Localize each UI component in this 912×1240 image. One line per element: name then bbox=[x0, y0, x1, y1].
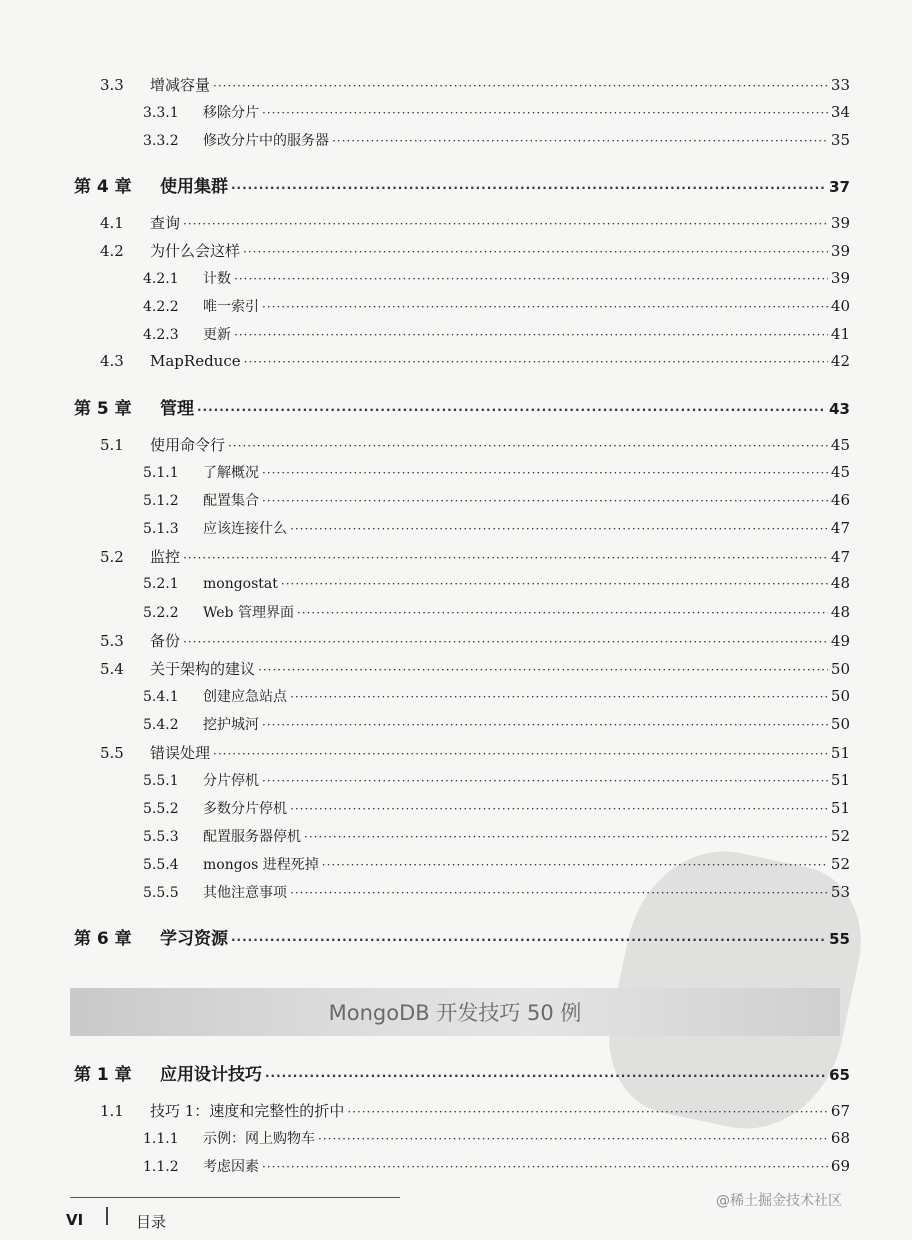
toc-entry-page: 37 bbox=[829, 178, 850, 196]
toc-leader-dots bbox=[183, 551, 828, 565]
toc-leader-dots bbox=[244, 355, 828, 369]
toc-entry-section bbox=[0, 240, 912, 264]
toc-entry-number: 5.2.2 bbox=[143, 605, 179, 621]
toc-entry-sub bbox=[0, 518, 912, 542]
toc-entry-sub bbox=[0, 102, 912, 126]
footer-page-number: VI bbox=[66, 1211, 84, 1229]
toc-entry-number: 第 4 章 bbox=[74, 177, 132, 197]
toc-entry-number: 4.2.3 bbox=[143, 327, 179, 343]
toc-entry-page: 50 bbox=[830, 715, 850, 733]
toc-entry-sub bbox=[0, 854, 912, 878]
toc-entry-page: 68 bbox=[830, 1129, 850, 1147]
toc-entry-title: 关于架构的建议 bbox=[150, 660, 256, 678]
toc-entry-page: 40 bbox=[830, 297, 850, 315]
toc-entry-page: 47 bbox=[830, 548, 850, 566]
toc-leader-dots bbox=[265, 1069, 826, 1083]
toc-entry-title: mongostat bbox=[203, 576, 278, 592]
toc-entry-number: 1.1.2 bbox=[143, 1159, 179, 1175]
toc-entry-number: 5.5.5 bbox=[143, 885, 179, 901]
toc-entry-page: 39 bbox=[830, 242, 850, 260]
toc-entry-number: 1.1 bbox=[100, 1102, 124, 1120]
toc-leader-dots bbox=[234, 272, 828, 286]
toc-entry-number: 5.1.3 bbox=[143, 521, 179, 537]
toc-entry-number: 5.4.1 bbox=[143, 689, 179, 705]
toc-entry-page: 47 bbox=[830, 519, 850, 537]
toc-entry-title: 应该连接什么 bbox=[203, 521, 287, 537]
toc-entry-title: 查询 bbox=[150, 214, 181, 232]
toc-entry-title: 多数分片停机 bbox=[203, 801, 287, 817]
toc-leader-dots bbox=[262, 1160, 828, 1174]
toc-entry-title: 分片停机 bbox=[203, 773, 259, 789]
toc-entry-number: 4.3 bbox=[100, 352, 124, 370]
toc-entry-title: 挖护城河 bbox=[203, 717, 259, 733]
toc-entry-page: 49 bbox=[830, 632, 850, 650]
toc-entry-title: 修改分片中的服务器 bbox=[203, 133, 329, 149]
footer-rule bbox=[70, 1197, 400, 1198]
toc-entry-title: 了解概况 bbox=[203, 465, 259, 481]
toc-entry-title: mongos 进程死掉 bbox=[203, 857, 319, 873]
toc-entry-number: 3.3 bbox=[100, 76, 124, 94]
toc-leader-dots bbox=[290, 690, 828, 704]
toc-leader-dots bbox=[322, 858, 828, 872]
toc-entry-page: 39 bbox=[830, 214, 850, 232]
toc-leader-dots bbox=[332, 134, 828, 148]
toc-entry-number: 第 5 章 bbox=[74, 399, 132, 419]
toc-entry-number: 5.4.2 bbox=[143, 717, 179, 733]
toc-entry-number: 第 6 章 bbox=[74, 929, 132, 949]
toc-leader-dots bbox=[231, 933, 826, 947]
toc-entry-number: 5.1.1 bbox=[143, 465, 179, 481]
toc-entry-number: 5.2.1 bbox=[143, 576, 179, 592]
toc-entry-chapter bbox=[0, 1060, 912, 1084]
toc-entry-title: 备份 bbox=[150, 632, 181, 650]
toc-entry-sub bbox=[0, 826, 912, 850]
toc-leader-dots bbox=[234, 328, 828, 342]
toc-entry-title: 为什么会这样 bbox=[150, 242, 241, 260]
toc-entry-title: MapReduce bbox=[150, 352, 241, 370]
toc-entry-title: 增减容量 bbox=[150, 76, 211, 94]
toc-entry-page: 34 bbox=[830, 103, 850, 121]
toc-entry-title: 使用命令行 bbox=[150, 436, 226, 454]
toc-leader-dots bbox=[290, 522, 828, 536]
toc-entry-page: 42 bbox=[830, 352, 850, 370]
toc-entry-section bbox=[0, 546, 912, 570]
toc-entry-chapter bbox=[0, 172, 912, 196]
toc-entry-page: 51 bbox=[830, 744, 850, 762]
toc-entry-title: 其他注意事项 bbox=[203, 885, 287, 901]
toc-entry-page: 51 bbox=[830, 799, 850, 817]
toc-entry-sub bbox=[0, 296, 912, 320]
toc-entry-title: 创建应急站点 bbox=[203, 689, 287, 705]
toc-entry-section bbox=[0, 434, 912, 458]
toc-entry-number: 4.2.2 bbox=[143, 299, 179, 315]
toc-entry-page: 53 bbox=[830, 883, 850, 901]
toc-entry-page: 55 bbox=[829, 930, 850, 948]
toc-entry-section bbox=[0, 1100, 912, 1124]
watermark: @稀土掘金技术社区 bbox=[716, 1193, 842, 1209]
toc-entry-page: 41 bbox=[830, 325, 850, 343]
toc-entry-title: 应用设计技巧 bbox=[160, 1065, 262, 1085]
toc-entry-sub bbox=[0, 686, 912, 710]
toc-entry-page: 39 bbox=[830, 269, 850, 287]
toc-leader-dots bbox=[231, 181, 826, 195]
toc-entry-number: 5.5 bbox=[100, 744, 124, 762]
toc-leader-dots bbox=[304, 830, 828, 844]
toc-entry-section bbox=[0, 352, 912, 376]
toc-entry-title: 移除分片 bbox=[203, 105, 259, 121]
toc-entry-section bbox=[0, 630, 912, 654]
toc-entry-title: 使用集群 bbox=[160, 177, 228, 197]
toc-entry-sub bbox=[0, 602, 912, 626]
toc-entry-page: 50 bbox=[830, 660, 850, 678]
toc-entry-number: 4.2.1 bbox=[143, 271, 179, 287]
toc-leader-dots bbox=[228, 439, 828, 453]
toc-entry-sub bbox=[0, 324, 912, 348]
toc-entry-number: 1.1.1 bbox=[143, 1131, 179, 1147]
toc-leader-dots bbox=[290, 886, 828, 900]
footer-separator bbox=[106, 1207, 108, 1225]
toc-entry-number: 4.2 bbox=[100, 242, 124, 260]
toc-entry-page: 43 bbox=[829, 400, 850, 418]
toc-entry-section bbox=[0, 212, 912, 236]
toc-leader-dots bbox=[262, 494, 828, 508]
toc-entry-page: 45 bbox=[830, 463, 850, 481]
toc-entry-number: 5.3 bbox=[100, 632, 124, 650]
toc-entry-chapter bbox=[0, 394, 912, 418]
toc-entry-number: 5.1 bbox=[100, 436, 124, 454]
toc-entry-sub bbox=[0, 714, 912, 738]
toc-entry-sub bbox=[0, 798, 912, 822]
toc-entry-number: 第 1 章 bbox=[74, 1065, 132, 1085]
part-banner bbox=[70, 988, 840, 1036]
toc-entry-sub bbox=[0, 462, 912, 486]
part-banner-title: MongoDB 开发技巧 50 例 bbox=[328, 1001, 582, 1025]
toc-entry-title: 配置服务器停机 bbox=[203, 829, 301, 845]
toc-entry-number: 5.5.4 bbox=[143, 857, 179, 873]
toc-entry-title: 监控 bbox=[150, 548, 181, 566]
toc-entry-sub bbox=[0, 882, 912, 906]
toc-entry-number: 5.4 bbox=[100, 660, 124, 678]
toc-leader-dots bbox=[297, 606, 828, 620]
toc-entry-page: 48 bbox=[830, 574, 850, 592]
toc-entry-number: 4.1 bbox=[100, 214, 124, 232]
toc-entry-page: 69 bbox=[830, 1157, 850, 1175]
toc-entry-number: 5.5.1 bbox=[143, 773, 179, 789]
toc-entry-page: 48 bbox=[830, 603, 850, 621]
footer-title: 目录 bbox=[136, 1213, 167, 1231]
toc-entry-sub bbox=[0, 574, 912, 598]
toc-entry-title: 学习资源 bbox=[160, 929, 228, 949]
toc-entry-number: 5.5.2 bbox=[143, 801, 179, 817]
toc-leader-dots bbox=[213, 79, 828, 93]
toc-entry-section bbox=[0, 742, 912, 766]
toc-leader-dots bbox=[243, 245, 828, 259]
toc-entry-title: 更新 bbox=[203, 327, 231, 343]
toc-entry-page: 46 bbox=[830, 491, 850, 509]
toc-entry-title: 示例：网上购物车 bbox=[203, 1131, 315, 1147]
toc-leader-dots bbox=[281, 577, 828, 591]
toc-leader-dots bbox=[197, 403, 826, 417]
toc-leader-dots bbox=[183, 635, 828, 649]
toc-entry-chapter bbox=[0, 924, 912, 948]
toc-leader-dots bbox=[262, 106, 828, 120]
toc-leader-dots bbox=[213, 747, 828, 761]
toc-leader-dots bbox=[262, 466, 828, 480]
toc-entry-sub bbox=[0, 1156, 912, 1180]
toc-entry-title: 错误处理 bbox=[150, 744, 211, 762]
toc-leader-dots bbox=[183, 217, 828, 231]
toc-entry-title: Web 管理界面 bbox=[203, 605, 294, 621]
toc-entry-section bbox=[0, 658, 912, 682]
toc-entry-page: 33 bbox=[830, 76, 850, 94]
toc-entry-sub bbox=[0, 1128, 912, 1152]
toc-leader-dots bbox=[262, 300, 828, 314]
toc-entry-page: 65 bbox=[829, 1066, 850, 1084]
toc-entry-title: 管理 bbox=[160, 399, 194, 419]
toc-entry-page: 52 bbox=[830, 827, 850, 845]
toc-entry-page: 51 bbox=[830, 771, 850, 789]
toc-leader-dots bbox=[318, 1132, 828, 1146]
toc-entry-title: 唯一索引 bbox=[203, 299, 259, 315]
toc-entry-number: 3.3.2 bbox=[143, 133, 179, 149]
toc-entry-sub bbox=[0, 268, 912, 292]
toc-entry-number: 3.3.1 bbox=[143, 105, 179, 121]
toc-entry-page: 50 bbox=[830, 687, 850, 705]
toc-entry-page: 67 bbox=[830, 1102, 850, 1120]
toc-entry-number: 5.2 bbox=[100, 548, 124, 566]
toc-entry-sub bbox=[0, 770, 912, 794]
toc-leader-dots bbox=[262, 774, 828, 788]
toc-entry-page: 52 bbox=[830, 855, 850, 873]
toc-entry-page: 35 bbox=[830, 131, 850, 149]
toc-entry-number: 5.1.2 bbox=[143, 493, 179, 509]
toc-leader-dots bbox=[290, 802, 828, 816]
toc-entry-sub bbox=[0, 490, 912, 514]
toc-leader-dots bbox=[347, 1105, 828, 1119]
toc-entry-title: 技巧 1：速度和完整性的折中 bbox=[150, 1102, 345, 1120]
toc-entry-sub bbox=[0, 130, 912, 154]
toc-entry-title: 配置集合 bbox=[203, 493, 259, 509]
toc-entry-page: 45 bbox=[830, 436, 850, 454]
toc-entry-title: 计数 bbox=[203, 271, 231, 287]
toc-entry-title: 考虑因素 bbox=[203, 1159, 259, 1175]
toc-leader-dots bbox=[258, 663, 828, 677]
toc-entry-section bbox=[0, 74, 912, 98]
toc-entry-number: 5.5.3 bbox=[143, 829, 179, 845]
toc-leader-dots bbox=[262, 718, 828, 732]
